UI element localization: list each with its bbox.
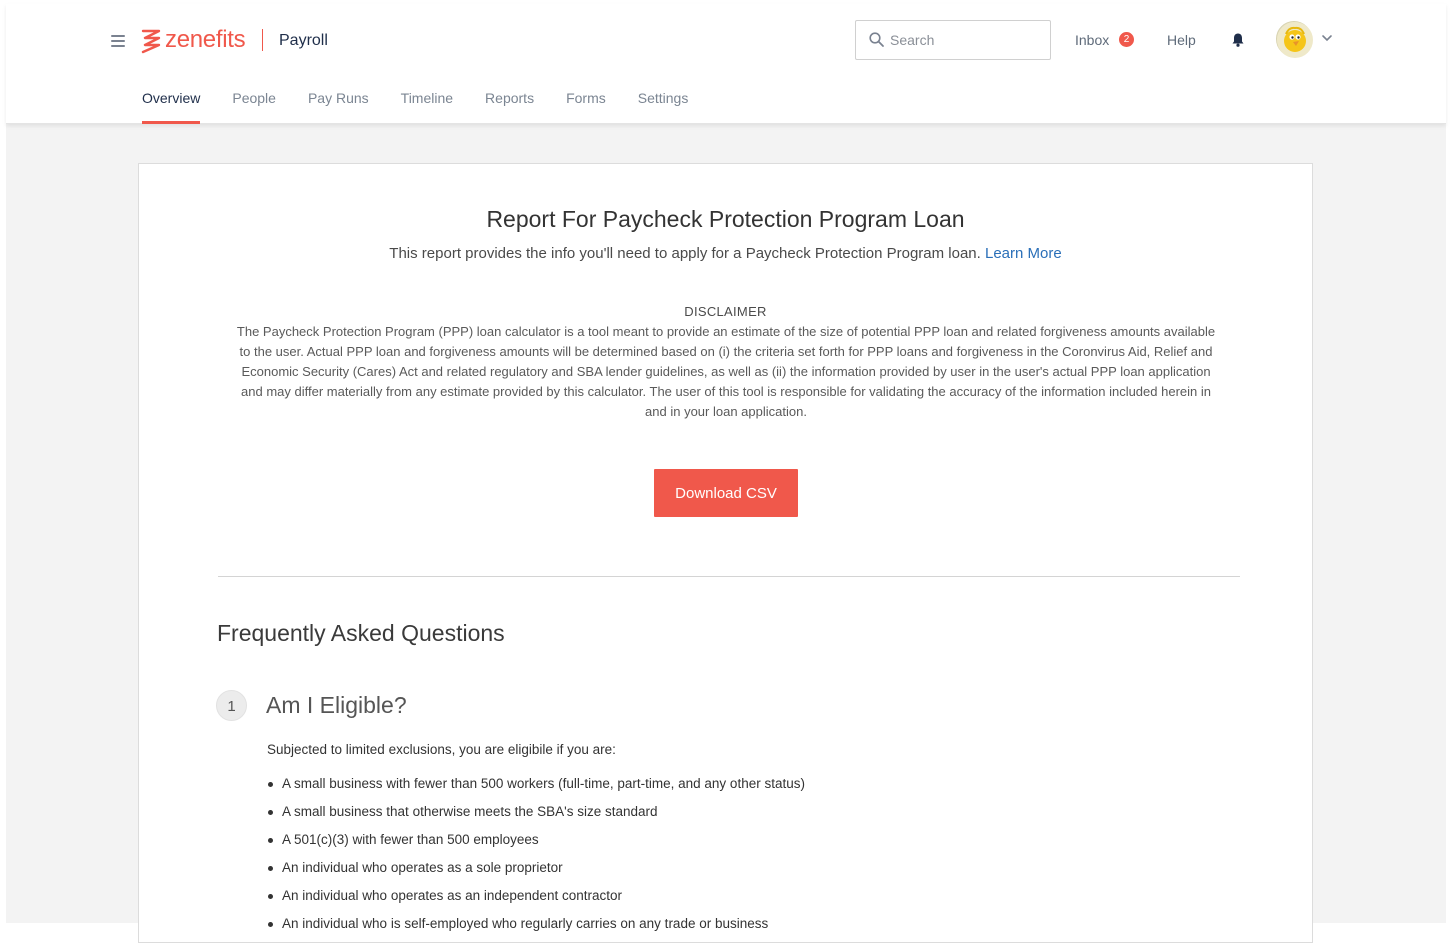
question-number-badge: 1: [216, 690, 247, 721]
question-intro: Subjected to limited exclusions, you are eligibile if you are:: [267, 742, 616, 757]
section-divider: [218, 576, 1240, 577]
inbox-link[interactable]: Inbox: [1075, 32, 1110, 48]
tab-settings[interactable]: Settings: [637, 90, 689, 106]
inbox-count-badge: 2: [1119, 32, 1134, 47]
zenefits-logo-text[interactable]: zenefits: [165, 26, 246, 53]
eligibility-list: [267, 776, 805, 944]
tab-timeline[interactable]: Timeline: [400, 90, 454, 106]
list-item: A small business with fewer than 500 workers (full-time, part-time, and any other status): [267, 776, 805, 804]
list-item: A 501(c)(3) with fewer than 500 employees: [267, 832, 805, 860]
faq-heading: Frequently Asked Questions: [217, 620, 505, 646]
list-item: An individual who operates as an independent contractor: [267, 888, 805, 916]
download-csv-button[interactable]: Download CSV: [654, 469, 798, 517]
search-box[interactable]: [855, 20, 1051, 60]
list-item: A small business that otherwise meets the SBA's size standard: [267, 804, 805, 832]
learn-more-link[interactable]: Learn More: [984, 245, 1062, 262]
question-title: Am I Eligible?: [266, 692, 407, 718]
tab-pay-runs[interactable]: Pay Runs: [307, 90, 369, 106]
nav-tabs: [142, 90, 720, 124]
bell-icon[interactable]: [1231, 32, 1245, 48]
top-bar: [6, 4, 1446, 124]
product-name[interactable]: Payroll: [279, 32, 328, 49]
list-item: An individual who is self-employed who regularly carries on any trade or business: [267, 916, 805, 944]
tab-people[interactable]: People: [232, 90, 276, 106]
user-avatar-icon: [1277, 22, 1313, 58]
disclaimer-heading: DISCLAIMER: [684, 304, 767, 319]
list-item: An individual who operates as a sole proprietor: [267, 860, 805, 888]
report-title: Report For Paycheck Protection Program Loan: [486, 206, 965, 232]
tab-overview[interactable]: Overview: [142, 90, 200, 124]
zenefits-logo-icon: [141, 28, 161, 54]
tab-forms[interactable]: Forms: [566, 90, 606, 106]
help-link[interactable]: Help: [1167, 32, 1196, 48]
disclaimer-text: The Paycheck Protection Program (PPP) loan calculator is a tool meant to provide an estimate of the size of potential PPP loan and related forgiveness amounts available to the user. Actual PPP loan and forgiveness amounts will be determined based on (i) the criteria set forth for PPP loans and forgiveness in the Coronvirus Aid, Relief and Economic Security (Cares) Act and related regulatory and SBA lender guidelines, as well as (ii) the information provided by user in the user's actual PPP loan application and may differ materially from any estimate provided by this calculator. The user of this tool is responsible for validating the accuracy of the information included herein in and in your loan application.: [236, 324, 1216, 419]
avatar[interactable]: [1276, 21, 1312, 57]
tab-reports[interactable]: Reports: [485, 90, 535, 106]
search-input[interactable]: [890, 30, 1040, 50]
report-subtitle: [139, 245, 1312, 262]
logo-divider: [262, 29, 263, 51]
app-window: [6, 4, 1446, 931]
search-icon: [869, 32, 884, 47]
chevron-down-icon[interactable]: [1321, 33, 1333, 43]
report-card: [138, 163, 1313, 943]
report-subtitle-text: This report provides the info you'll need to apply for a Paycheck Protection Program loan.: [389, 245, 981, 262]
hamburger-menu-icon[interactable]: [111, 35, 125, 47]
